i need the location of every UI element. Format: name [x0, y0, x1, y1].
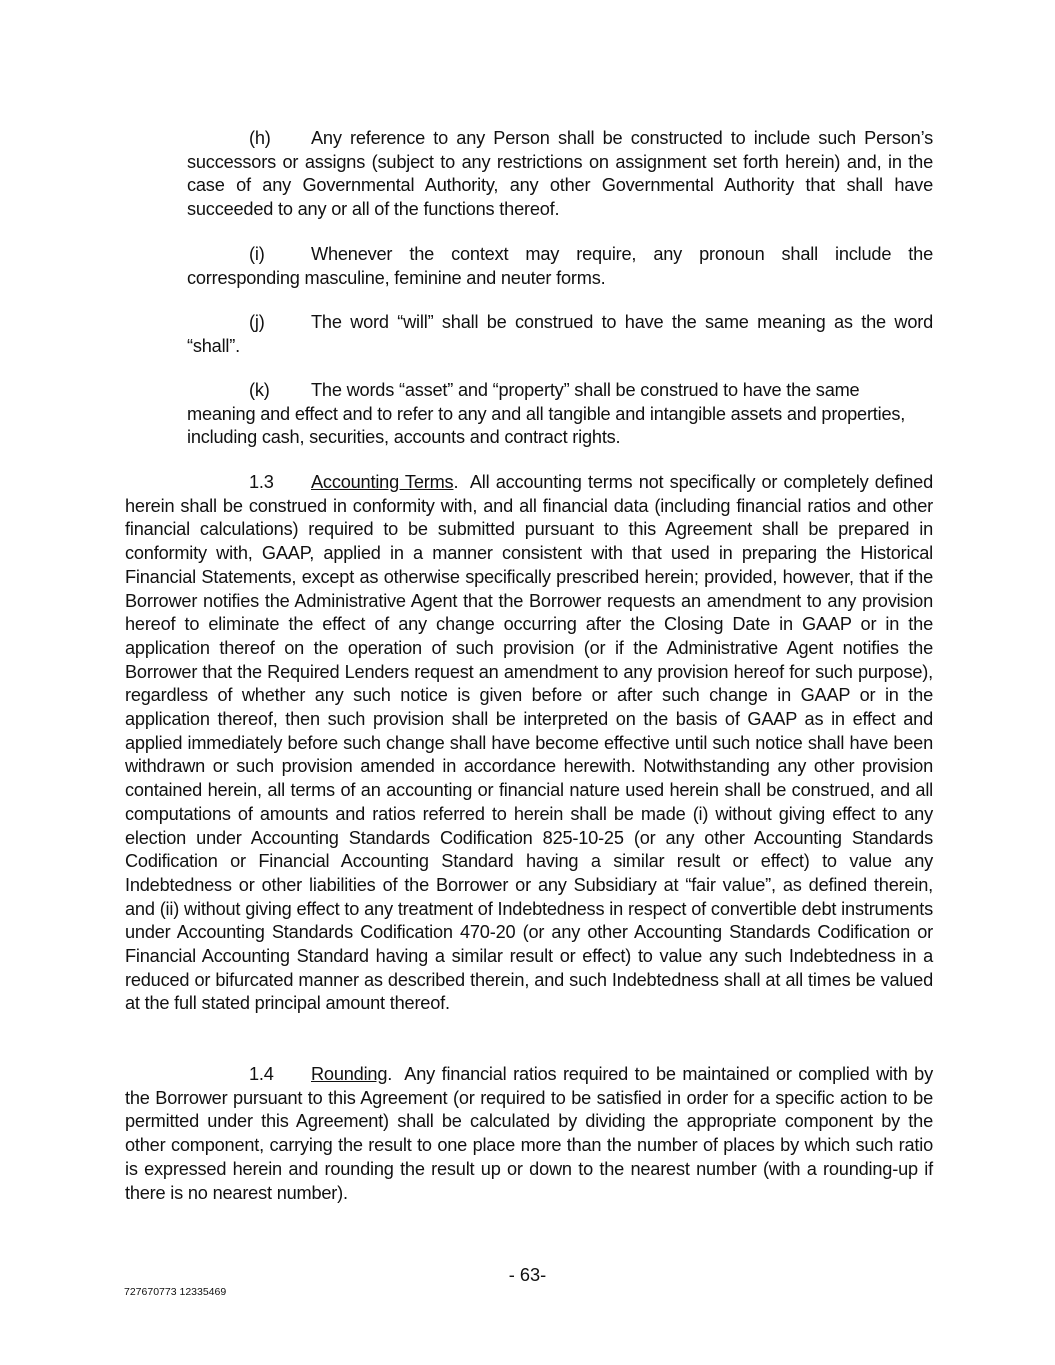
paragraph-h-label: (h)	[249, 128, 271, 148]
paragraph-k-label: (k)	[249, 380, 270, 400]
paragraph-h-text: Any reference to any Person shall be constructed to include such Person’s successors or assigns (subject to any restrictions on assignment set forth herein) and, in the case of any Governmental Authority, any other Governmental Authority that shall have succeeded to any or all of the functions thereof.	[187, 128, 933, 220]
section-1-4-text: Any financial ratios required to be maintained or complied with by the Borrower pursuant to this Agreement (or required to be satisfied in order for a specific action to be permitted under this Agreement) shall be calculated by dividing the appropriate component by the other component, carrying the result to one place more than the number of places by which such ratio is expressed herein and rounding the result up or down to the nearest number (with a rounding-up if there is no nearest number).	[125, 1064, 933, 1203]
section-1-4: 1.4 Rounding. Any financial ratios required to be maintained or complied with by the Borrower pursuant to this Agreement (or required to be satisfied in order for a specific action to be permitted under this Agreement) shall be calculated by dividing the appropriate component by the other component, carrying the result to one place more than the number of places by which such ratio is expressed herein and rounding the result up or down to the nearest number (with a rounding-up if there is no nearest number).	[125, 1064, 933, 1203]
paragraph-j-text: The word “will” shall be construed to have the same meaning as the word “shall”.	[187, 312, 933, 356]
paragraph-j	[187, 311, 933, 358]
paragraph-h	[187, 127, 933, 222]
section-1-4-number: 1.4	[249, 1064, 274, 1084]
section-1-3-text: All accounting terms not specifically or completely defined herein shall be construed in conformity with, and all financial data (including financial ratios and other financial calculations) required to be submitted pursuant to this Agreement shall be prepared in conformity with, GAAP, applied in a manner consistent with that used in preparing the Historical Financial Statements, except as otherwise specifically prescribed herein; provided, however, that if the Borrower notifies the Administrative Agent that the Borrower requests an amendment to any provision hereof to eliminate the effect of any change occurring after the Closing Date in GAAP or in the application thereof on the operation of such provision (or if the Administrative Agent notifies the Borrower that the Required Lenders request an amendment to any provision hereof for such purpose), regardless of whether any such notice is given before or after such change in GAAP or in the application thereof, then such provision shall be interpreted on the basis of GAAP as in effect and applied immediately before such change shall have become effective until such notice shall have been withdrawn or such provision amended in accordance herewith. Notwithstanding any other provision contained herein, all terms of an accounting or financial nature used herein shall be construed, and all computations of amounts and ratios referred to herein shall be made (i) without giving effect to any election under Accounting Standards Codification 825-10-25 (or any other Accounting Standards Codification or Financial Accounting Standard having a similar result or effect) to value any Indebtedness or other liabilities of the Borrower or any Subsidiary at “fair value”, as defined therein, and (ii) without giving effect to any treatment of Indebtedness in respect of convertible debt instruments under Accounting Standards Codification 470-20 (or any other Accounting Standards Codification or Financial Accounting Standard having a similar result or effect) to value any such Indebtedness in a reduced or bifurcated manner as described therein, and such Indebtedness shall at all times be valued at the full stated principal amount thereof.	[125, 472, 934, 1014]
section-1-4-heading: Rounding	[311, 1064, 388, 1084]
paragraph-i-label: (i)	[249, 244, 265, 264]
paragraph-j-label: (j)	[249, 312, 265, 332]
section-1-3: 1.3 Accounting Terms. All accounting terms not specifically or completely defined herein shall be construed in conformity with, and all financial data (including financial ratios and other financial calculations) required to be submitted pursuant to this Agreement shall be prepared in conformity with, GAAP, applied in a manner consistent with that used in preparing the Historical Financial Statements, except as otherwise specifically prescribed herein; provided, however, that if the Borrower notifies the Administrative Agent that the Borrower requests an amendment to any provision hereof to eliminate the effect of any change occurring after the Closing Date in GAAP or in the application thereof on the operation of such provision (or if the Administrative Agent notifies the Borrower that the Required Lenders request an amendment to any provision hereof for such purpose), regardless of whether any such notice is given before or after such change in GAAP or in the application thereof, then such provision shall be interpreted on the basis of GAAP as in effect and applied immediately before such change shall have become effective until such notice shall have been withdrawn or such provision amended in accordance herewith. Notwithstanding any other provision contained herein, all terms of an accounting or financial nature used herein shall be construed, and all computations of amounts and ratios referred to herein shall be made (i) without giving effect to any election under Accounting Standards Codification 825-10-25 (or any other Accounting Standards Codification or Financial Accounting Standard having a similar result or effect) to value any Indebtedness or other liabilities of the Borrower or any Subsidiary at “fair value”, as defined therein, and (ii) without giving effect to any treatment of Indebtedness in respect of convertible debt instruments under Accounting Standards Codification 470-20 (or any other Accounting Standards Codification or Financial Accounting Standard having a similar result or effect) to value any such Indebtedness in a reduced or bifurcated manner as described therein, and such Indebtedness shall at all times be valued at the full stated principal amount thereof.	[125, 472, 934, 1014]
paragraph-k	[187, 379, 907, 450]
paragraph-i	[187, 243, 933, 290]
paragraph-i-text: Whenever the context may require, any pronoun shall include the corresponding masculine, feminine and neuter forms.	[187, 244, 933, 288]
section-1-3-heading: Accounting Terms	[311, 472, 454, 492]
section-1-3-number: 1.3	[249, 472, 274, 492]
document-id: 727670773 12335469	[124, 1286, 227, 1298]
page-number: - 63-	[508, 1265, 547, 1285]
paragraph-k-text: The words “asset” and “property” shall be construed to have the same meaning and effect and to refer to any and all tangible and intangible assets and properties, including cash, securities, accounts and contract rights.	[187, 380, 906, 448]
